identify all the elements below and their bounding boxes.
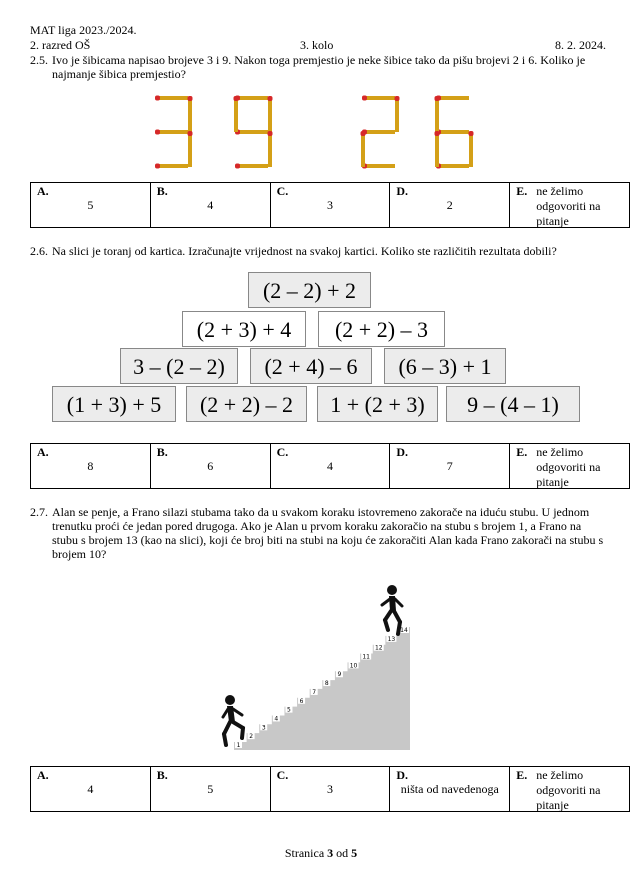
stair-number: 7 bbox=[312, 688, 317, 696]
card-row4-4: 9 – (4 – 1) bbox=[446, 386, 580, 422]
q25-number: 2.5. bbox=[30, 53, 48, 67]
digit-9-matches bbox=[234, 96, 273, 169]
digit-3-matches bbox=[155, 96, 193, 169]
q27-option-a[interactable]: A. 4 bbox=[31, 767, 151, 812]
q25-text-line2: najmanje šibica premjestio? bbox=[52, 67, 186, 81]
q26-option-b[interactable]: B. 6 bbox=[150, 444, 270, 489]
card-row2-1: (2 + 3) + 4 bbox=[182, 311, 306, 347]
stair-number: 14 bbox=[400, 627, 408, 634]
page-number: 3 bbox=[327, 846, 334, 860]
q26-number: 2.6. bbox=[30, 244, 48, 258]
stair-number: 12 bbox=[374, 644, 383, 652]
stair-number: 11 bbox=[362, 653, 370, 661]
q25-option-d[interactable]: D. 2 bbox=[390, 183, 510, 228]
q25-text-line1: Ivo je šibicama napisao brojeve 3 i 9. Nakon toga premjestio je neke šibice tako da pišu brojevi 2 i 6. Koliko je bbox=[52, 53, 586, 67]
q27-number: 2.7. bbox=[30, 505, 48, 519]
page-total: 5 bbox=[351, 846, 358, 860]
q27-text-line3: stubu s brojem 13 (kao na slici), koji će broj biti na stubi na koju će zakoračiti Alan kada Frano zakorači na stubu s bbox=[52, 533, 604, 547]
stair-number: 10 bbox=[349, 662, 358, 670]
q26-option-d[interactable]: D. 7 bbox=[390, 444, 510, 489]
date-label: 8. 2. 2024. bbox=[555, 38, 606, 52]
card-row4-3: 1 + (2 + 3) bbox=[317, 386, 438, 422]
q26-text: Na slici je toranj od kartica. Izračunajte vrijednost na svakoj kartici. Koliko ste različitih rezultata dobili? bbox=[52, 244, 557, 258]
digit-6-matches bbox=[435, 96, 474, 169]
staircase-body bbox=[234, 627, 411, 750]
q27-option-b[interactable]: B. 5 bbox=[150, 767, 270, 812]
q27-option-c[interactable]: C. 3 bbox=[270, 767, 390, 812]
q27-answer-table bbox=[30, 766, 630, 812]
card-row2-2: (2 + 2) – 3 bbox=[318, 311, 445, 347]
stair-number: 4 bbox=[274, 715, 279, 723]
climbing-person-icon bbox=[223, 695, 243, 745]
staircase bbox=[234, 627, 411, 750]
q26-option-c[interactable]: C. 4 bbox=[270, 444, 390, 489]
q27-option-e[interactable]: E. ne želimo odgovoriti na pitanje bbox=[510, 767, 630, 812]
round-label: 3. kolo bbox=[300, 38, 334, 52]
card-row4-2: (2 + 2) – 2 bbox=[186, 386, 307, 422]
descending-person-icon bbox=[382, 585, 402, 634]
q25-option-a[interactable]: A. 5 bbox=[31, 183, 151, 228]
q27-text-line1: Alan se penje, a Frano silazi stubama tako da u svakom koraku istovremeno zakorače na iduću stubu. U jednom bbox=[52, 505, 590, 519]
q25-answer-table bbox=[30, 182, 630, 228]
q25-option-b[interactable]: B. 4 bbox=[150, 183, 270, 228]
stair-number: 6 bbox=[299, 697, 304, 705]
page-footer: Stranica 3 od 5 bbox=[284, 846, 358, 860]
card-row3-3: (6 – 3) + 1 bbox=[384, 348, 506, 384]
q27-text-line4: brojem 10? bbox=[52, 547, 107, 561]
digit-2-matches bbox=[361, 96, 400, 169]
card-row3-1: 3 – (2 – 2) bbox=[120, 348, 238, 384]
card-row3-2: (2 + 4) – 6 bbox=[250, 348, 372, 384]
card-row4-1: (1 + 3) + 5 bbox=[52, 386, 176, 422]
stair-number: 1 bbox=[236, 742, 241, 749]
stair-number: 2 bbox=[249, 733, 254, 741]
stair-number: 9 bbox=[337, 671, 342, 679]
q27-text-line2: trenutku proći će jedan pored drugoga. Ako je Alan u prvom koraku zakoračio na stubu s brojem 1, a Frano na bbox=[52, 519, 582, 533]
stair-number: 3 bbox=[261, 724, 266, 732]
stair-number: 8 bbox=[324, 680, 329, 688]
competition-title: MAT liga 2023./2024. bbox=[30, 23, 137, 37]
matchstick-figure bbox=[150, 92, 480, 176]
grade-label: 2. razred OŠ bbox=[30, 38, 91, 52]
stair-number: 5 bbox=[287, 706, 291, 714]
q25-option-c[interactable]: C. 3 bbox=[270, 183, 390, 228]
q26-option-e[interactable]: E. ne želimo odgovoriti na pitanje bbox=[510, 444, 630, 489]
q26-answer-table bbox=[30, 443, 630, 489]
staircase-figure bbox=[210, 582, 420, 754]
q27-option-d[interactable]: D. ništa od navedenoga bbox=[390, 767, 510, 812]
stair-number: 13 bbox=[387, 635, 396, 643]
card-top: (2 – 2) + 2 bbox=[248, 272, 371, 308]
q26-option-a[interactable]: A. 8 bbox=[31, 444, 151, 489]
q25-option-e[interactable]: E. ne želimo odgovoriti na pitanje bbox=[510, 183, 630, 228]
